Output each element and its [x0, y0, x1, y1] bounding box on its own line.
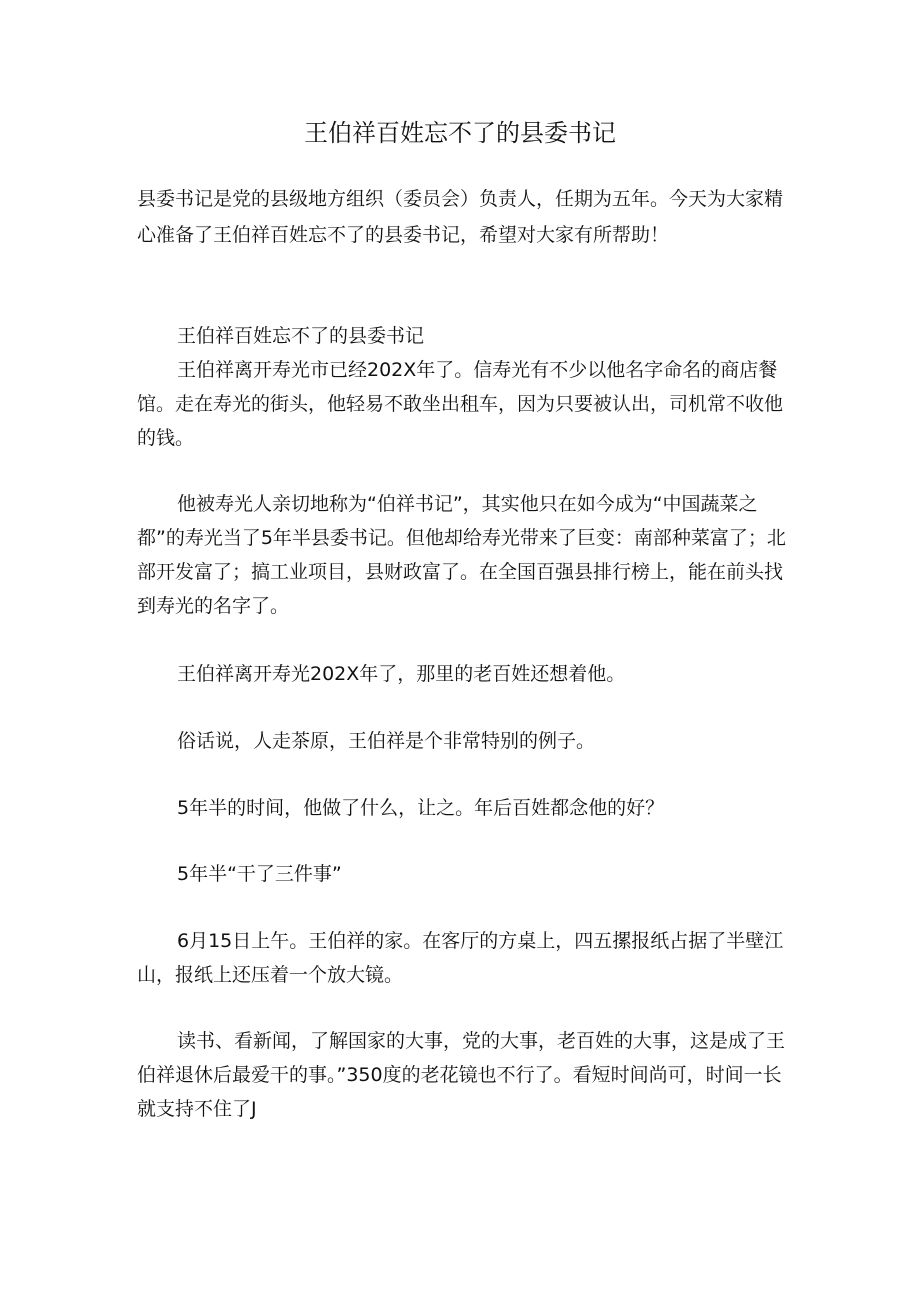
body-paragraph-8: 读书、看新闻，了解国家的大事，党的大事，老百姓的大事，这是成了王伯祥退休后最爱干的事。”350度的老花镜也不行了。看短时间尚可，时间一长就支持不住了J — [137, 1030, 786, 1120]
document-title: 王伯祥百姓忘不了的县委书记 — [304, 119, 616, 147]
intro-paragraph: 县委书记是党的县级地方组织（委员会）负责人，任期为五年。今天为大家精心准备了王伯祥百姓忘不了的县委书记，希望对大家有所帮助！ — [137, 188, 784, 246]
body-paragraph-1: 王伯祥离开寿光市已经202X年了。信寿光有不少以他名字命名的商店餐馆。走在寿光的街头，他轻易不敢坐出租车，因为只要被认出，司机常不收他的钱。 — [137, 359, 784, 449]
body-paragraph-4: 俗话说，人走茶原，王伯祥是个非常特别的例子。 — [177, 730, 596, 752]
body-paragraph-5: 5年半的时间，他做了什么，让之。年后百姓都念他的好？ — [177, 797, 665, 819]
section-subheading: 王伯祥百姓忘不了的县委书记 — [177, 325, 425, 347]
body-paragraph-6: 5年半“干了三件事” — [177, 863, 342, 885]
body-paragraph-7: 6月15日上午。王伯祥的家。在客厅的方桌上，四五摞报纸占据了半壁江山，报纸上还压着一个放大镜。 — [137, 930, 784, 986]
body-paragraph-2: 他被寿光人亲切地称为“伯祥书记”，其实他只在如今成为“中国蔬菜之都”的寿光当了5年半县委书记。但他却给寿光带来了巨变：南部种菜富了；北部开发富了；搞工业项目，县财政富了。在全国百强县排行榜上，能在前头找到寿光的名字了。 — [137, 493, 786, 617]
body-paragraph-3: 王伯祥离开寿光202X年了，那里的老百姓还想着他。 — [177, 663, 626, 685]
